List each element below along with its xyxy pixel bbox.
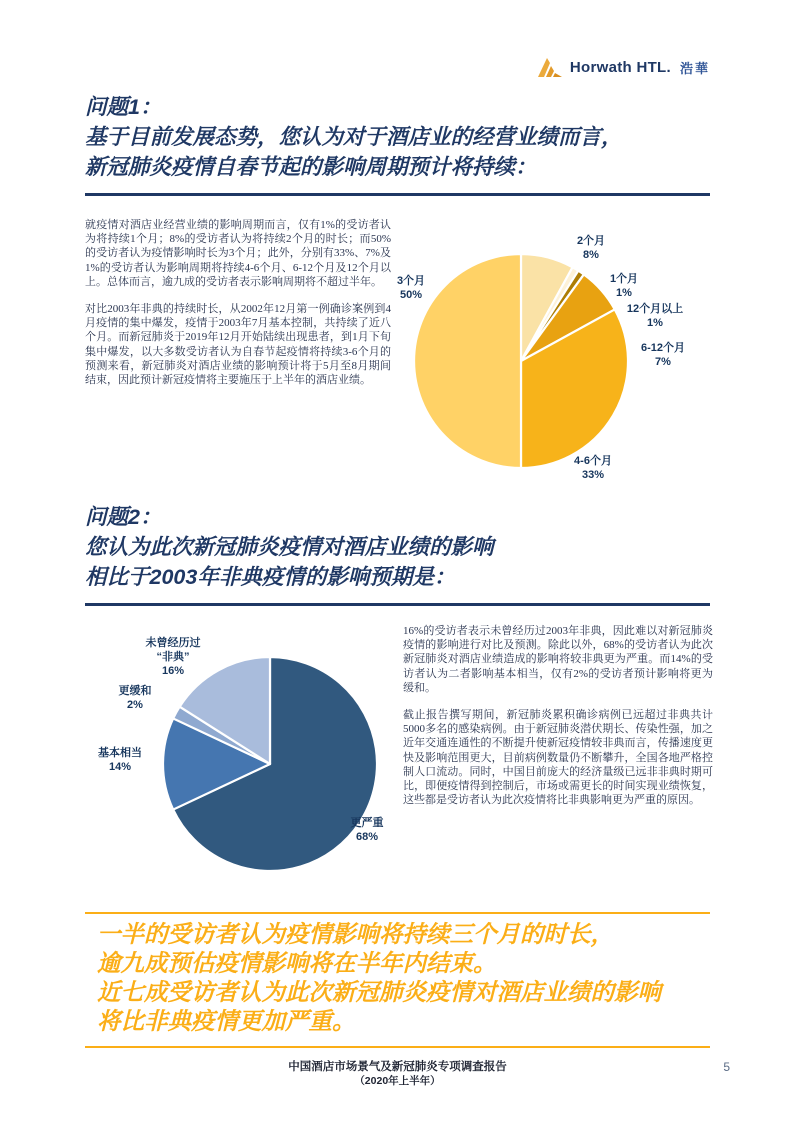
page-number: 5 [723, 1060, 730, 1074]
slice-name: 基本相当 [98, 747, 142, 759]
brand-name-chinese: 浩華 [679, 60, 710, 76]
slice-name: 4-6个月 [574, 455, 612, 467]
pie-slice-label [536, 234, 646, 262]
header [85, 52, 710, 82]
slice-percent: 1% [647, 317, 663, 329]
report-title: 中国酒店市场景气及新冠肺炎专项调查报告 [288, 1061, 507, 1073]
key-findings-highlight [85, 912, 710, 1048]
slice-percent: 68% [355, 831, 379, 843]
question-1-analysis [85, 218, 391, 490]
key-finding-line: 近七成受访者认为此次新冠肺炎疫情对酒店业绩的影响 [97, 980, 661, 1006]
key-finding-line: 逾九成预估疫情影响将在半年内结束。 [97, 951, 497, 977]
pie-slice-label [65, 746, 175, 774]
slice-name: 1个月 [609, 273, 639, 285]
question-1-text-line1: 基于目前发展态势，您认为对于酒店业的经营业绩而言， [85, 125, 623, 149]
question-1-label: 问题1： [85, 95, 162, 119]
question-2-text-line1: 您认为此次新冠肺炎疫情对酒店业绩的影响 [85, 535, 494, 559]
slice-percent: 50% [399, 289, 423, 301]
slice-percent: 14% [108, 761, 132, 773]
slice-percent: 1% [616, 287, 632, 299]
pie-slice-label [608, 341, 718, 369]
paragraph: 对比2003年非典的持续时长，从2002年12月第一例确诊案例到4月疫情的集中爆发，疫情于2003年7月基本控制，共持续了近八个月。而新冠肺炎于2019年12月开始陆续出现患者，到1月下旬集中爆发，以大多数受访者认为自春节起疫情将持续3-6个月的预测来看，新冠肺炎对酒店业绩的影响预计将于5月至8月期间结束，因此预计新冠疫情将主要施压于上半年的酒店业绩。 [85, 303, 391, 387]
key-finding-line: 一半的受访者认为疫情影响将持续三个月的时长， [97, 922, 614, 948]
question-1-content [85, 218, 710, 490]
pie-slice-label [569, 272, 679, 300]
slice-name: 更严重 [350, 817, 384, 829]
question-2-analysis [403, 624, 713, 906]
pie-chart-sars-comparison [85, 624, 403, 906]
paragraph: 16%的受访者表示未曾经历过2003年非典，因此难以对新冠肺炎疫情的影响进行对比及预测。除此以外，68%的受访者认为此次新冠肺炎对酒店业绩造成的影响将较非典更为严重。而14%的受访者认为二者影响基本相当，仅有2%的受访者预计影响将更为缓和。 [403, 625, 713, 694]
slice-name: 未曾经历过 [145, 637, 201, 649]
question-1-section [85, 92, 710, 490]
pie-slice-label [538, 454, 648, 482]
report-subtitle: （2020年上半年） [354, 1075, 441, 1087]
pie-slice-label [356, 274, 466, 302]
pie-slice-label [118, 636, 228, 678]
heading-divider [85, 603, 710, 606]
question-1-text-line2: 新冠肺炎疫情自春节起的影响周期预计将持续： [85, 155, 537, 179]
paragraph: 就疫情对酒店业经营业绩的影响周期而言，仅有1%的受访者认为将持续1个月；8%的受访者认为将持续2个月的时长；而50%的受访者认为疫情影响时长为3个月；此外，分别有33%、7%及1%的受访者认为影响周期将持续4-6个月、6-12个月及12个月以上。总体而言，逾九成的受访者表示影响周期将不超过半年。 [85, 219, 391, 288]
slice-name: “非典” [156, 651, 190, 663]
brand-name: Horwath HTL. [569, 58, 671, 76]
slice-percent: 16% [161, 665, 185, 677]
slice-percent: 33% [581, 469, 605, 481]
page-footer [85, 1060, 730, 1088]
slice-name: 更缓和 [118, 685, 152, 697]
question-2-content [85, 624, 713, 906]
slice-name: 2个月 [576, 235, 606, 247]
heading-divider [85, 193, 710, 196]
horwath-logo [537, 56, 710, 78]
pie-slice-label [600, 302, 710, 330]
key-finding-line: 将比非典疫情更加严重。 [97, 1009, 356, 1035]
pie-slice-label [312, 816, 422, 844]
question-2-title [85, 502, 710, 592]
paragraph: 截止报告撰写期间，新冠肺炎累积确诊病例已远超过非典共计5000多名的感染病例。由于新冠肺炎潜伏期长、传染性强，加之近年交通连通性的不断提升使新冠疫情较非典而言，传播速度更快及影响范围更大，目前病例数量仍不断攀升，全国各地严格控制人口流动。同时，中国目前庞大的经济量级已远非非典时期可比，即便疫情得到控制后，市场或需更长的时间实现业绩恢复，这些都是受访者认为此次疫情将比非典影响更为严重的原因。 [403, 709, 713, 807]
pie-chart-impact-duration [391, 218, 713, 490]
slice-name: 12个月以上 [626, 303, 684, 315]
slice-name: 3个月 [396, 275, 426, 287]
pie-slice-label [80, 684, 190, 712]
slice-percent: 2% [127, 699, 143, 711]
question-1-title [85, 92, 710, 182]
slice-percent: 8% [583, 249, 599, 261]
question-2-section [85, 502, 713, 906]
slice-percent: 7% [655, 356, 671, 368]
slice-name: 6-12个月 [640, 342, 686, 354]
horwath-logo-icon [537, 56, 563, 78]
question-2-label: 问题2： [85, 505, 162, 529]
question-2-text-line2: 相比于2003年非典疫情的影响预期是： [85, 565, 456, 589]
